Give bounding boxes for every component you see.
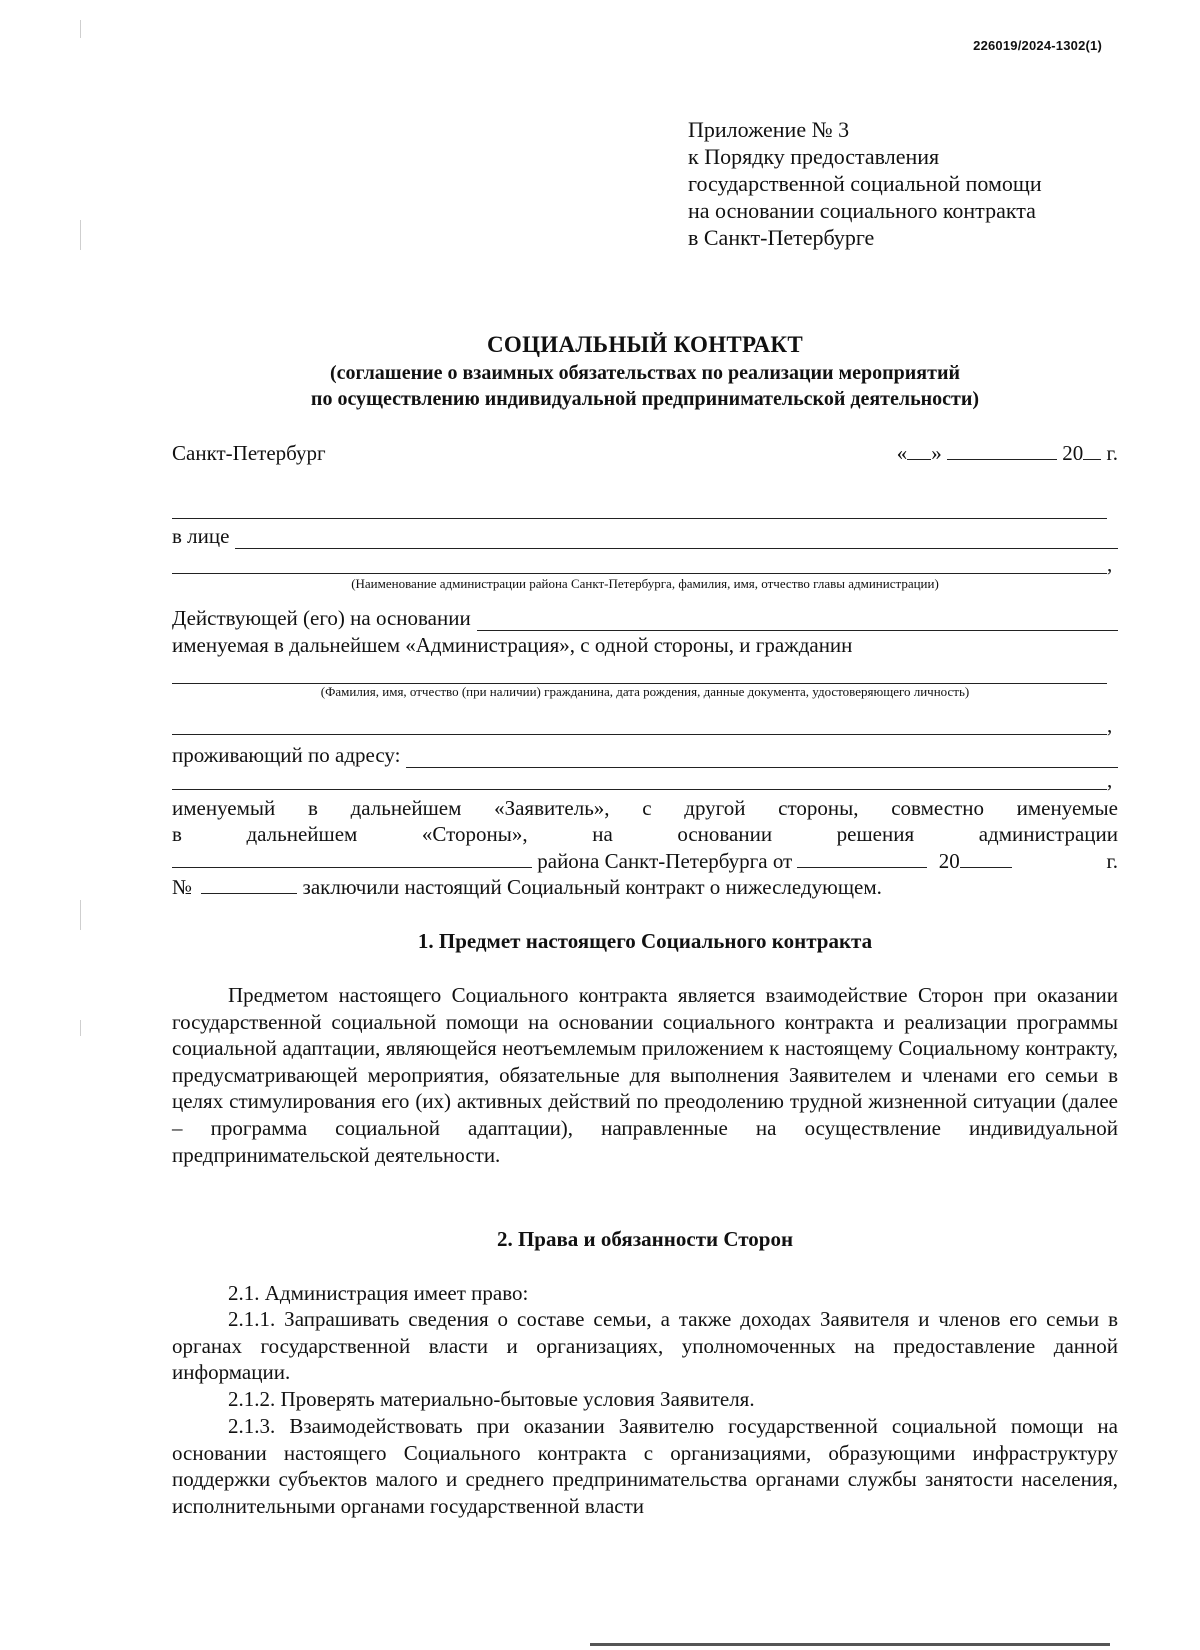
clause-2-1-1: 2.1.1. Запрашивать сведения о составе семьи, а также доходах Заявителя и членов его семьи в органах государственной власти и организациях, уполномоченных на предоставление данной информации. (172, 1307, 1118, 1385)
scan-artifact (80, 20, 81, 38)
named-admin-text: именуемая в дальнейшем «Администрация», с одной стороны, и гражданин (172, 633, 853, 657)
parties-line-2: в дальнейшем «Стороны», на основании решения администрации (172, 822, 1118, 846)
blank-line-address-2 (172, 789, 1107, 790)
scan-artifact-bottom-edge (590, 1643, 1110, 1646)
v-lice-label: в лице (172, 524, 230, 548)
clause-2-1-3: 2.1.3. Взаимодействовать при оказании Заявителю государственной социальной помощи на основании настоящего Социального контракта с организациями, образующими инфраструктуру поддержки субъектов малого и среднего предпринимательства органами службы занятости населения, исполнительными органами государственной власти (172, 1414, 1118, 1518)
year-blank (1083, 441, 1101, 460)
comma: , (1107, 713, 1113, 737)
month-blank (947, 441, 1057, 460)
appendix-line: в Санкт-Петербурге (688, 225, 875, 250)
scan-artifact (80, 1020, 81, 1036)
title-main: СОЦИАЛЬНЫЙ КОНТРАКТ (486, 332, 803, 357)
document-id: 226019/2024-1302(1) (973, 38, 1102, 53)
blank-line-citizen-2 (172, 734, 1107, 735)
caption-admin: (Наименование администрации района Санкт-Петербурга, фамилия, имя, отчество главы администрации) (351, 576, 939, 591)
title-subtitle-1: (соглашение о взаимных обязательствах по реализации мероприятий (329, 362, 960, 384)
blank-line-admin-name (172, 518, 1107, 519)
section-1-text: Предметом настоящего Социального контракта является взаимодействие Сторон при оказании государственной социальной помощи на основании социального контракта и реализации программы социальной адаптации, являющейся неотъемлемым приложением к настоящему Социальному контракту, предусматривающей мероприятия, обязательные для выполнения Заявителем и членами его семьи в целях стимулирования его (их) активных действий по преодолению трудной жизненной ситуации (далее – программа социальной адаптации), направленные на осуществление индивидуальной предпринимательской деятельности. (172, 983, 1118, 1167)
day-blank (907, 441, 931, 460)
section-2-heading: 2. Права и обязанности Сторон (496, 1227, 794, 1251)
comma: , (1107, 552, 1113, 576)
parties-line-3: района Санкт-Петербурга от 20 г. (172, 848, 1118, 874)
address-blank (406, 747, 1118, 768)
parties-line-1: именуемый в дальнейшем «Заявитель», с другой стороны, совместно именуемые (172, 796, 1118, 820)
contract-date: « » 20 г. (896, 441, 1118, 465)
address-label: проживающий по адресу: (172, 743, 401, 767)
appendix-line: к Порядку предоставления (688, 144, 940, 169)
scan-artifact (80, 220, 81, 250)
decision-date-blank (797, 849, 927, 868)
acting-label: Действующей (его) на основании (172, 606, 471, 630)
decision-number-blank (201, 875, 297, 894)
city-label: Санкт-Петербург (172, 441, 326, 465)
decision-year-blank (960, 849, 1012, 868)
parties-line-4: № заключили настоящий Социальный контракт о нижеследующем. (172, 875, 882, 899)
section-1-heading: 1. Предмет настоящего Социального контракта (417, 929, 873, 953)
v-lice-row (172, 523, 1118, 549)
comma: , (1107, 768, 1113, 792)
address-row (172, 742, 1118, 768)
acting-blank (477, 610, 1118, 631)
appendix-line: Приложение № 3 (688, 117, 850, 142)
city-date-row (172, 440, 1118, 466)
scan-artifact (80, 900, 81, 930)
clause-2-1-2: 2.1.2. Проверять материально-бытовые условия Заявителя. (228, 1387, 755, 1411)
title-subtitle-2: по осуществлению индивидуальной предпринимательской деятельности) (310, 388, 980, 410)
acting-row (172, 605, 1118, 631)
appendix-line: государственной социальной помощи (688, 171, 1042, 196)
v-lice-blank (235, 528, 1118, 549)
appendix-note (688, 116, 1108, 251)
document-title (172, 330, 1118, 412)
blank-line-admin-head (172, 573, 1107, 574)
clause-2-1: 2.1. Администрация имеет право: (228, 1281, 529, 1305)
district-blank (172, 849, 532, 868)
appendix-line: на основании социального контракта (688, 198, 1036, 223)
caption-citizen: (Фамилия, имя, отчество (при наличии) гражданина, дата рождения, данные документа, удостоверяющего личность) (320, 684, 970, 699)
